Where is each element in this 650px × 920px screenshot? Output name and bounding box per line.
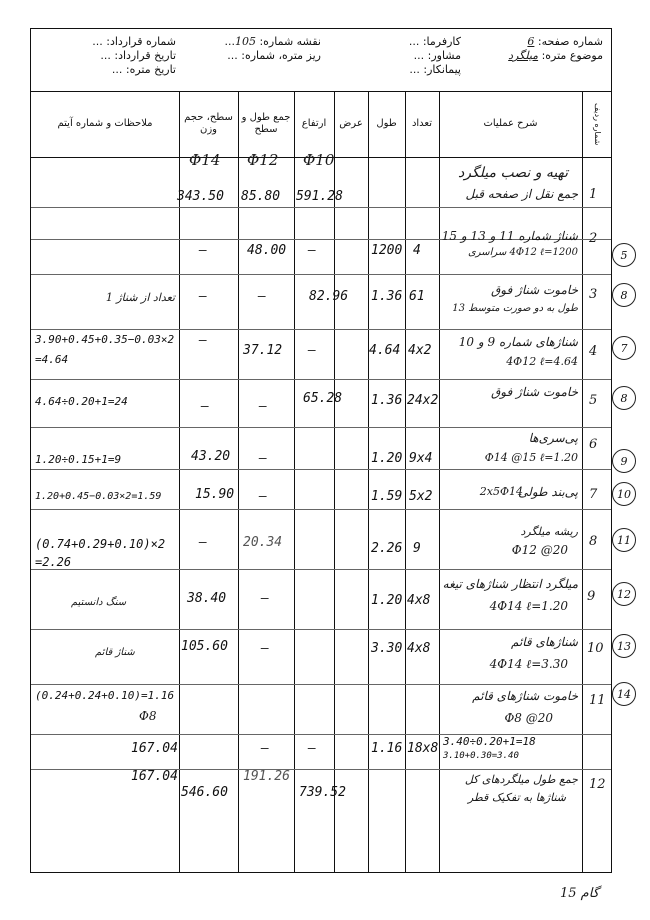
row-number: 10 <box>587 641 604 656</box>
row-height-value: 739.52 <box>299 785 346 800</box>
col-header-width: عرض <box>339 118 363 129</box>
row-remark: 4.64÷0.20+1=24 <box>35 395 128 408</box>
row-remark: 1.20÷0.15+1=9 <box>35 453 122 466</box>
row-sum-value: 20.34 <box>243 535 283 550</box>
row-sum-value: 191.26 <box>243 769 290 784</box>
grid-vline <box>238 91 239 872</box>
contractor-field: پیمانکار: ... <box>409 63 461 76</box>
row-description: پی‌سری‌ها <box>528 431 578 445</box>
grid-hline <box>31 379 611 380</box>
row-calc: 3.40÷0.20+1=18 <box>443 735 536 748</box>
row-description-detail: Φ14 @15 ℓ=1.20 <box>484 451 578 464</box>
grid-hline <box>31 207 611 208</box>
grid-hline <box>31 569 611 570</box>
grid-hline <box>31 684 611 685</box>
row-remark: (0.24+0.24+0.10)=1.16 <box>35 689 175 702</box>
row-description: شناژهای قائم <box>510 635 578 649</box>
header-contract <box>92 35 176 77</box>
row-sum-value: — <box>259 489 267 504</box>
footer-note: گام 15 <box>560 886 599 901</box>
col-header-row-no: شماره ردیف <box>593 102 602 146</box>
grid-hline <box>31 329 611 330</box>
row-sum-value: — <box>261 591 269 606</box>
row-description-detail: Φ12 @20 <box>511 543 568 557</box>
row-number: 7 <box>589 487 598 502</box>
contract-date-field: تاریخ قرارداد: ... <box>100 49 176 62</box>
row-length: 1.20 <box>371 593 403 608</box>
grid-vline <box>368 91 369 872</box>
row-remark: سنگ دانستیم <box>71 597 127 608</box>
row-area-value: — <box>201 399 209 414</box>
grid-vline <box>179 91 180 872</box>
item-circle: 10 <box>612 482 636 506</box>
title-bar-size-10: Φ10 <box>303 151 335 169</box>
item-circle: 7 <box>612 336 636 360</box>
item-circle: 8 <box>612 283 636 307</box>
row-area-value: — <box>199 289 207 304</box>
row-area-value: — <box>199 535 207 550</box>
row-remark: (0.74+0.29+0.10)×2 <box>35 537 166 551</box>
row-length: 1.20 <box>371 451 403 466</box>
row-height-value: 82.96 <box>309 289 349 304</box>
row-description: ریشه میلگرد <box>520 525 578 538</box>
row-sum-value: — <box>261 741 269 756</box>
row-length: 1200 <box>371 243 403 258</box>
header-parties <box>409 35 461 77</box>
row-description-detail: 2x5Φ14 <box>479 485 523 498</box>
row-description: میلگرد انتظار شناژهای تیغه <box>442 577 578 591</box>
row-count: 4x8 <box>407 641 431 656</box>
header-plan <box>224 35 321 63</box>
row-length: 1.16 <box>371 741 403 756</box>
row-area-value: 15.90 <box>195 487 235 502</box>
plan-number <box>224 35 321 49</box>
row-number: 12 <box>589 777 606 792</box>
grid-vline <box>294 91 295 872</box>
row-description: خاموت شناژ فوق <box>491 283 578 297</box>
row-area-value: — <box>199 243 207 258</box>
consultant-field: مشاور: ... <box>413 49 461 62</box>
page-number <box>508 35 603 49</box>
row-number: 2 <box>589 231 598 246</box>
row-sum-value: 85.80 <box>241 189 281 204</box>
plan-number-label: نقشه شماره: <box>259 35 321 48</box>
row-number: 11 <box>589 693 606 708</box>
row-remark: 167.04 <box>131 769 178 784</box>
row-sum-value: 37.12 <box>243 343 283 358</box>
row-description-detail: شناژها به تفکیک قطر <box>467 791 566 804</box>
contract-number-field: شماره قرارداد: ... <box>92 35 176 48</box>
row-count: 4x2 <box>408 343 432 358</box>
sheet-header <box>31 29 611 92</box>
row-count: 9x4 <box>409 451 433 466</box>
row-description-detail: 4Φ12 ℓ=1200 سراسری <box>467 247 578 258</box>
item-circle: 8 <box>612 386 636 410</box>
plan-number-value: 105 <box>234 35 256 48</box>
col-header-sum-length: جمع طول و سطح <box>241 112 291 135</box>
header-right <box>508 35 603 63</box>
page-number-value: 6 <box>527 35 535 48</box>
row-sum-value: — <box>259 451 267 466</box>
grid-vline <box>439 91 440 872</box>
row-calc-detail: 3.10+0.30=3.40 <box>443 751 519 761</box>
metre-sheet <box>30 28 612 873</box>
row-sum-value: — <box>259 399 267 414</box>
row-area-value: 38.40 <box>187 591 227 606</box>
title-bar-size-14: Φ14 <box>189 151 221 169</box>
row-description: جمع طول میلگردهای کل <box>464 773 578 786</box>
item-circle: 9 <box>612 449 636 473</box>
row-height-value: 65.28 <box>303 391 343 406</box>
row-number: 3 <box>589 287 598 302</box>
row-description: جمع نقل از صفحه قبل <box>465 187 578 201</box>
row-length: 3.30 <box>371 641 403 656</box>
row-number: 4 <box>589 344 598 359</box>
col-header-count: تعداد <box>411 118 433 129</box>
row-description: خاموت شناژ فوق <box>491 385 578 399</box>
subject-label: موضوع متره: <box>541 49 603 62</box>
col-header-description: شرح عملیات <box>483 118 538 129</box>
grid-hline <box>31 509 611 510</box>
row-count: 4x8 <box>407 593 431 608</box>
row-number: 6 <box>589 437 598 452</box>
row-length: 1.36 <box>371 393 403 408</box>
row-description-detail: طول به دو صورت متوسط 13 <box>452 303 578 314</box>
detail-metre-field: ریز متره، شماره: ... <box>227 49 321 62</box>
metre-subject <box>508 49 603 63</box>
row-description-detail: Φ8 @20 <box>504 711 553 725</box>
row-area-value: 546.60 <box>181 785 228 800</box>
row-height-value: — <box>308 343 316 358</box>
row-count: 24x2 <box>407 393 439 408</box>
row-description: شناژهای شماره 9 و 10 <box>458 335 578 349</box>
row-length: 1.36 <box>371 289 403 304</box>
row-height-value: — <box>308 741 316 756</box>
grid-hline <box>31 769 611 770</box>
item-circle: 12 <box>612 582 636 606</box>
col-header-area-volume: سطح، حجم وزن <box>184 112 233 135</box>
title-bar-size-12: Φ12 <box>247 151 279 169</box>
row-count: 61 <box>409 289 425 304</box>
grid-vline <box>582 91 583 872</box>
row-remark: 3.90+0.45+0.35−0.03×2 <box>35 333 175 346</box>
item-circle: 13 <box>612 634 636 658</box>
row-remark: تعداد از شناژ 1 <box>105 291 175 304</box>
row-area-value: 167.04 <box>131 741 178 756</box>
row-area-value: 105.60 <box>181 639 228 654</box>
employer-field: کارفرما: ... <box>408 35 461 48</box>
title-description: تهیه و نصب میلگرد <box>457 165 568 181</box>
row-remark: شناژ قائم <box>95 647 135 658</box>
row-description: شناژ شماره 11 و 13 و 15 <box>441 229 578 243</box>
row-height-value: — <box>308 243 316 258</box>
item-circle: 11 <box>612 528 636 552</box>
col-header-remarks: ملاحظات و شماره آیتم <box>57 118 153 129</box>
plan-number-dots: ... <box>224 35 235 48</box>
row-area-value: — <box>199 333 207 348</box>
row-length: 2.26 <box>371 541 403 556</box>
item-circle: 5 <box>612 243 636 267</box>
row-length: 1.59 <box>371 489 403 504</box>
row-length: 4.64 <box>369 343 401 358</box>
grid-vline <box>405 91 406 872</box>
row-sum-value: — <box>261 641 269 656</box>
row-remark: 1.20+0.45−0.03×2=1.59 <box>35 491 162 502</box>
row-number: 1 <box>589 187 598 202</box>
row-sum-value: — <box>258 289 266 304</box>
row-description: خاموت شناژهای قائم <box>472 689 578 703</box>
row-description: پی‌بند طولی <box>518 485 578 499</box>
grid-hline <box>31 629 611 630</box>
row-number: 9 <box>587 589 596 604</box>
grid-vline <box>334 91 335 872</box>
item-circle: 14 <box>612 682 636 706</box>
col-header-length: طول <box>376 118 397 129</box>
row-remark-bar: Φ8 <box>139 709 157 723</box>
row-area-value: 343.50 <box>177 189 224 204</box>
grid-hline <box>31 427 611 428</box>
grid-hline <box>31 469 611 470</box>
row-description-detail: 4Φ12 ℓ=4.64 <box>506 355 578 368</box>
metre-date-field: تاریخ متره: ... <box>111 63 176 76</box>
row-remark-result: =4.64 <box>35 353 69 366</box>
row-number: 5 <box>589 393 598 408</box>
subject-value: میلگرد <box>508 49 539 62</box>
row-description-detail: 4Φ14 ℓ=1.20 <box>489 599 568 613</box>
row-height-value: 591.28 <box>296 189 343 204</box>
row-count: 4 <box>413 243 421 258</box>
row-remark-result: =2.26 <box>35 555 72 569</box>
row-count: 5x2 <box>409 489 433 504</box>
row-sum-value: 48.00 <box>247 243 287 258</box>
row-number: 8 <box>589 534 598 549</box>
col-header-height: ارتفاع <box>301 118 327 129</box>
row-count: 18x8 <box>407 741 439 756</box>
row-area-value: 43.20 <box>191 449 231 464</box>
row-description-detail: 4Φ14 ℓ=3.30 <box>489 657 568 671</box>
page-number-label: شماره صفحه: <box>537 35 603 48</box>
grid-hline <box>31 274 611 275</box>
row-count: 9 <box>413 541 421 556</box>
